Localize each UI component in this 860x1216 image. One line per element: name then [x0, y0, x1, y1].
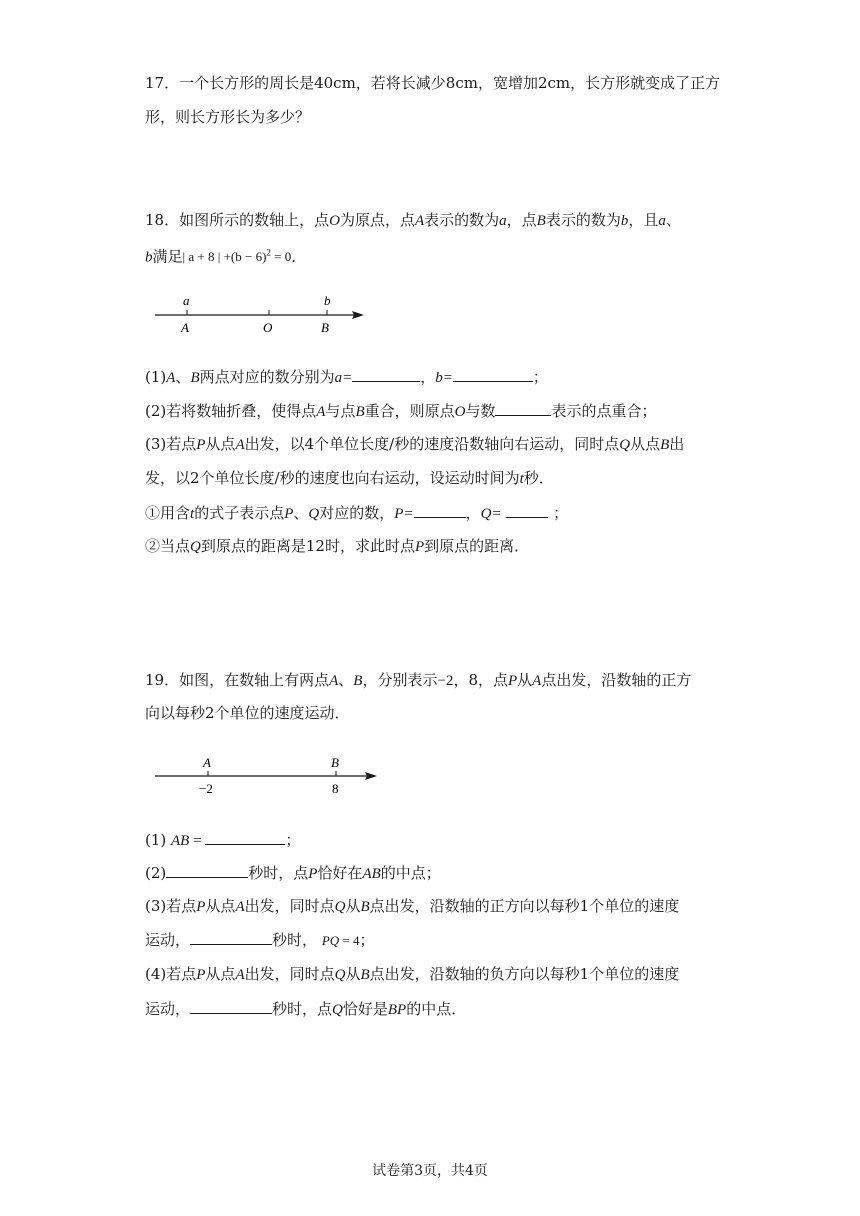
q19-fig-label-A: A — [203, 755, 211, 770]
q19-blank-bp-time[interactable] — [190, 998, 272, 1014]
q18-blank-P[interactable] — [414, 502, 466, 518]
q19-blank-midpoint-time[interactable] — [166, 862, 248, 878]
q18-part-2: (2)若将数轴折叠，使得点A与点B重合，则原点O与数 表示的点重合； — [145, 402, 657, 420]
q17-line-1: 17．一个长方形的周长是40cm，若将长减少8cm，宽增加2cm，长方形就变成了正方 — [145, 74, 721, 92]
q19-fig-label-B: B — [331, 755, 339, 770]
q18-sub-1: ①用含t的式子表示点P、Q对应的数，P= ，Q= ； — [145, 504, 569, 522]
q19-fig-label-8: 8 — [332, 781, 339, 796]
q19-line-2: 向以每秒2个单位的速度运动． — [145, 704, 350, 722]
q18-fig-label-A: A — [181, 320, 189, 335]
q19-part-3-line-2: 运动， 秒时， PQ = 4； — [145, 931, 375, 949]
q18-line-1: 18．如图所示的数轴上，点O为原点，点A表示的数为a，点B表示的数为b，且a、 — [145, 211, 681, 229]
q18-part-3-line-2: 发，以2个单位长度/秒的速度也向右运动，设运动时间为t秒． — [145, 469, 554, 487]
page-footer: 试卷第3页，共4页 — [372, 1163, 488, 1179]
q19-part-2: (2) 秒时，点P恰好在AB的中点； — [145, 864, 441, 882]
q18-equation: | a + 8 | $+(b - 6)^2 = 0$ — [182, 248, 292, 265]
q17-line-2: 形，则长方形长为多少？ — [145, 108, 311, 126]
q19-blank-pq-time[interactable] — [190, 929, 272, 945]
q18-line-2: b满足| a + 8 | $+(b - 6)^2 = 0$． — [145, 247, 307, 266]
q19-part-3-line-1: (3)若点P从点A出发，同时点Q从B点出发，沿数轴的正方向以每秒1个单位的速度 — [145, 897, 680, 915]
q18-blank-a[interactable] — [352, 366, 420, 382]
q18-sub-2: ②当点Q到原点的距离是12时，求此时点P到原点的距离． — [145, 537, 530, 555]
q19-part-4-line-2: 运动， 秒时，点Q恰好是BP的中点． — [145, 1000, 467, 1018]
q19-part-4-line-1: (4)若点P从点A出发，同时点Q从B点出发，沿数轴的负方向以每秒1个单位的速度 — [145, 965, 680, 983]
q18-fig-label-b: b — [324, 293, 331, 308]
q18-fig-label-a: a — [183, 293, 190, 308]
q18-blank-fold[interactable] — [495, 400, 551, 416]
q19-number-line-figure — [150, 752, 390, 802]
q19-fig-label-minus2: −2 — [199, 781, 213, 796]
q19-blank-AB[interactable] — [205, 829, 285, 845]
q18-number-line-figure — [150, 290, 380, 344]
q19-line-1: 19．如图，在数轴上有两点A、B，分别表示−2，8，点P从A点出发，沿数轴的正方 — [145, 671, 692, 689]
q18-part-3-line-1: (3)若点P从点A出发，以4个单位长度/秒的速度沿数轴向右运动，同时点Q从点B出 — [145, 435, 685, 453]
q18-blank-b[interactable] — [453, 366, 533, 382]
q18-blank-Q[interactable] — [506, 502, 548, 518]
q18-fig-label-O: O — [263, 320, 273, 335]
q19-part-1: (1) AB = ； — [145, 831, 301, 849]
q18-fig-label-B: B — [321, 320, 329, 335]
q18-part-1: (1)A、B两点对应的数分别为a= ，b= ； — [145, 368, 548, 386]
